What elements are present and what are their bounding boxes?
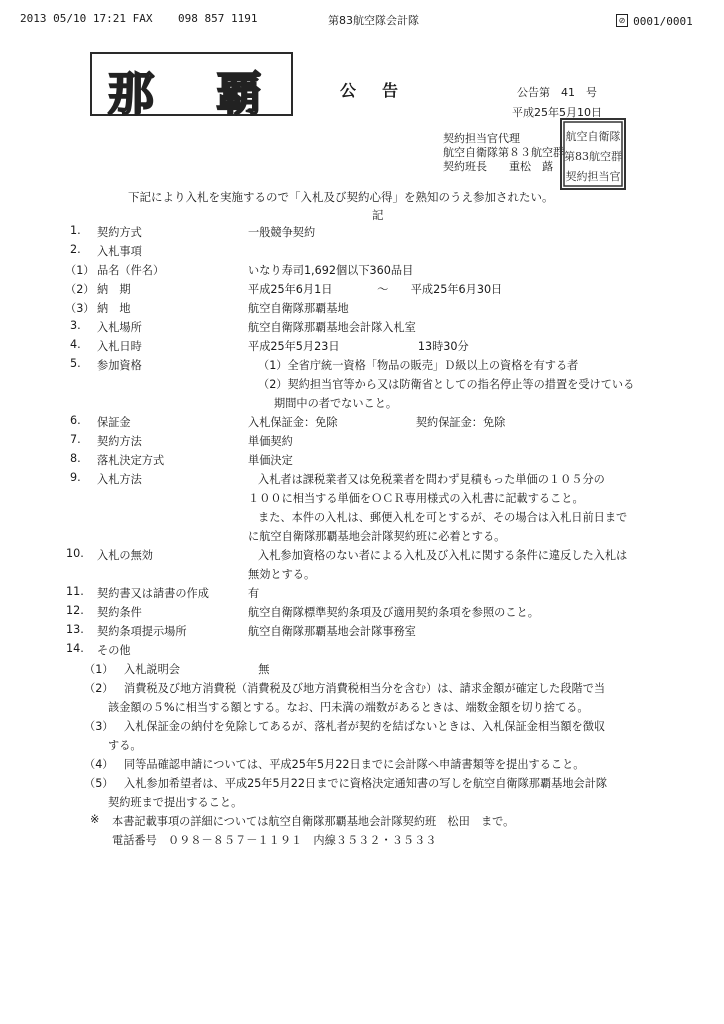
seal-line-3: 契約担当官: [565, 170, 621, 183]
note-line-1: 本書記載事項の詳細については航空自衛隊那覇基地会計隊契約班 松田 まで。: [112, 815, 515, 828]
item-8-label: 落札決定方式: [97, 454, 165, 467]
other-3-line-2: する。: [108, 739, 142, 752]
item-2-label: 入札事項: [97, 245, 142, 258]
fax-page-number: 0001/0001: [633, 15, 693, 28]
item-2-1-value: いなり寿司1,692個以下360品目: [248, 264, 414, 277]
banner-char-1: 那: [108, 67, 154, 121]
item-3-no: 3.: [70, 319, 81, 332]
issuer-line-2: 航空自衛隊第８３航空群: [443, 146, 564, 159]
note-mark: ※: [90, 813, 100, 826]
item-13-value: 航空自衛隊那覇基地会計隊事務室: [248, 625, 416, 638]
item-6-value: 入札保証金：免除 契約保証金：免除: [248, 416, 506, 429]
item-1-no: 1.: [70, 224, 81, 237]
item-2-3-value: 航空自衛隊那覇基地: [248, 302, 349, 315]
item-2-1-no: （1）: [65, 264, 95, 277]
item-10-no: 10.: [66, 547, 84, 560]
item-14-no: 14.: [66, 642, 84, 655]
bid-method-line-2: １００に相当する単価をＯＣＲ専用様式の入札書に記載すること。: [248, 492, 584, 505]
item-8-no: 8.: [70, 452, 81, 465]
item-7-no: 7.: [70, 433, 81, 446]
other-1-line-1: 入札説明会 無: [124, 663, 270, 676]
item-14-label: その他: [97, 644, 131, 657]
item-12-label: 契約条件: [97, 606, 142, 619]
item-11-label: 契約書又は請書の作成: [97, 587, 209, 600]
item-7-value: 単価契約: [248, 435, 293, 448]
item-4-no: 4.: [70, 338, 81, 351]
bid-method-line-3: また、本件の入札は、郵便入札を可とするが、その場合は入札日前日まで: [258, 511, 628, 524]
item-13-no: 13.: [66, 623, 84, 636]
item-2-3-no: （3）: [65, 302, 95, 315]
other-4-no: （4）: [84, 758, 114, 771]
other-1-no: （1）: [84, 663, 114, 676]
other-2-line-1: 消費税及び地方消費税（消費税及び地方消費税相当分を含む）は、請求金額が確定した段階で当: [124, 682, 606, 695]
seal-line-2: 第83航空群: [564, 150, 622, 163]
notice-number-suffix: 号: [586, 86, 597, 99]
fax-page-icon: ⊘: [616, 14, 628, 27]
invalid-line-2: 無効とする。: [248, 568, 316, 581]
note-line-2: 電話番号 ０９８－８５７－１１９１ 内線３５３２・３５３３: [112, 834, 437, 847]
other-3-no: （3）: [84, 720, 114, 733]
item-11-no: 11.: [66, 585, 84, 598]
item-3-label: 入札場所: [97, 321, 142, 334]
item-6-label: 保証金: [97, 416, 131, 429]
other-4-line-1: 同等品確認申請については、平成25年5月22日までに会計隊へ申請書類等を提出すること。: [124, 758, 585, 771]
item-9-label: 入札方法: [97, 473, 142, 486]
item-12-no: 12.: [66, 604, 84, 617]
item-5-label: 参加資格: [97, 359, 142, 372]
notice-date: 平成25年5月10日: [512, 106, 602, 119]
item-1-value: 一般競争契約: [248, 226, 316, 239]
item-2-2-no: （2）: [65, 283, 95, 296]
item-11-value: 有: [248, 587, 260, 600]
item-1-label: 契約方式: [97, 226, 142, 239]
qualification-line-1: （1）全省庁統一資格「物品の販売」Ｄ級以上の資格を有する者: [258, 359, 579, 372]
item-13-label: 契約条項提示場所: [97, 625, 187, 638]
notice-number-value: 41: [561, 86, 575, 99]
fax-datetime: 2013 05/10 17:21 FAX: [20, 12, 153, 25]
seal-line-1: 航空自衛隊: [565, 130, 621, 143]
item-2-no: 2.: [70, 243, 81, 256]
ki-heading: 記: [372, 208, 384, 222]
fax-sender: 第83航空隊会計隊: [328, 14, 419, 27]
notice-number: [517, 84, 597, 100]
item-7-label: 契約方法: [97, 435, 142, 448]
item-3-value: 航空自衛隊那覇基地会計隊入札室: [248, 321, 416, 334]
other-5-no: （5）: [84, 777, 114, 790]
official-seal: [560, 118, 626, 190]
item-4-value: 平成25年5月23日 13時30分: [248, 340, 469, 353]
bid-method-line-1: 入札者は課税業者又は免税業者を問わず見積もった単価の１０５分の: [258, 473, 605, 486]
fax-number: 098 857 1191: [178, 12, 258, 25]
naha-banner: [90, 52, 293, 121]
item-2-3-label: 納 地: [97, 302, 131, 315]
other-5-line-1: 入札参加希望者は、平成25年5月22日までに資格決定通知書の写しを航空自衛隊那覇基地会計隊: [124, 777, 608, 790]
issuer-line-1: 契約担当官代理: [443, 132, 520, 145]
item-10-label: 入札の無効: [97, 549, 153, 562]
issuer-line-3: [443, 158, 553, 174]
other-5-line-2: 契約班まで提出すること。: [108, 796, 243, 809]
item-5-no: 5.: [70, 357, 81, 370]
item-2-2-label: 納 期: [97, 283, 131, 296]
item-6-no: 6.: [70, 414, 81, 427]
banner-char-2: 覇: [216, 67, 262, 121]
other-3-line-1: 入札保証金の納付を免除してあるが、落札者が契約を結ばないときは、入札保証金相当額を徴収: [124, 720, 606, 733]
notice-number-prefix: 公告第: [517, 86, 550, 99]
bid-method-line-4: に航空自衛隊那覇基地会計隊契約班に必着とする。: [248, 530, 506, 543]
item-2-1-label: 品名（件名）: [97, 264, 165, 277]
qualification-line-3: 期間中の者でないこと。: [274, 397, 398, 410]
item-9-no: 9.: [70, 471, 81, 484]
other-2-no: （2）: [84, 682, 114, 695]
fax-page: [616, 10, 693, 29]
document-title: 公告: [340, 81, 425, 100]
item-12-value: 航空自衛隊標準契約条項及び適用契約条項を参照のこと。: [248, 606, 539, 619]
intro-text: 下記により入札を実施するので「入札及び契約心得」を熟知のうえ参加されたい。: [128, 190, 554, 204]
issuer-title: 契約班長: [443, 160, 487, 173]
item-4-label: 入札日時: [97, 340, 142, 353]
seal-icon: [562, 120, 624, 188]
other-2-line-2: 該金額の５%に相当する額とする。なお、円未満の端数があるときは、端数金額を切り捨てる。: [108, 701, 589, 714]
item-8-value: 単価決定: [248, 454, 293, 467]
item-2-2-value: 平成25年6月1日 ～ 平成25年6月30日: [248, 283, 503, 296]
issuer-name: 重松 蕗: [509, 160, 553, 173]
qualification-line-2: （2）契約担当官等から又は防衛省としての指名停止等の措置を受けている: [258, 378, 635, 391]
invalid-line-1: 入札参加資格のない者による入札及び入札に関する条件に違反した入札は: [258, 549, 628, 562]
